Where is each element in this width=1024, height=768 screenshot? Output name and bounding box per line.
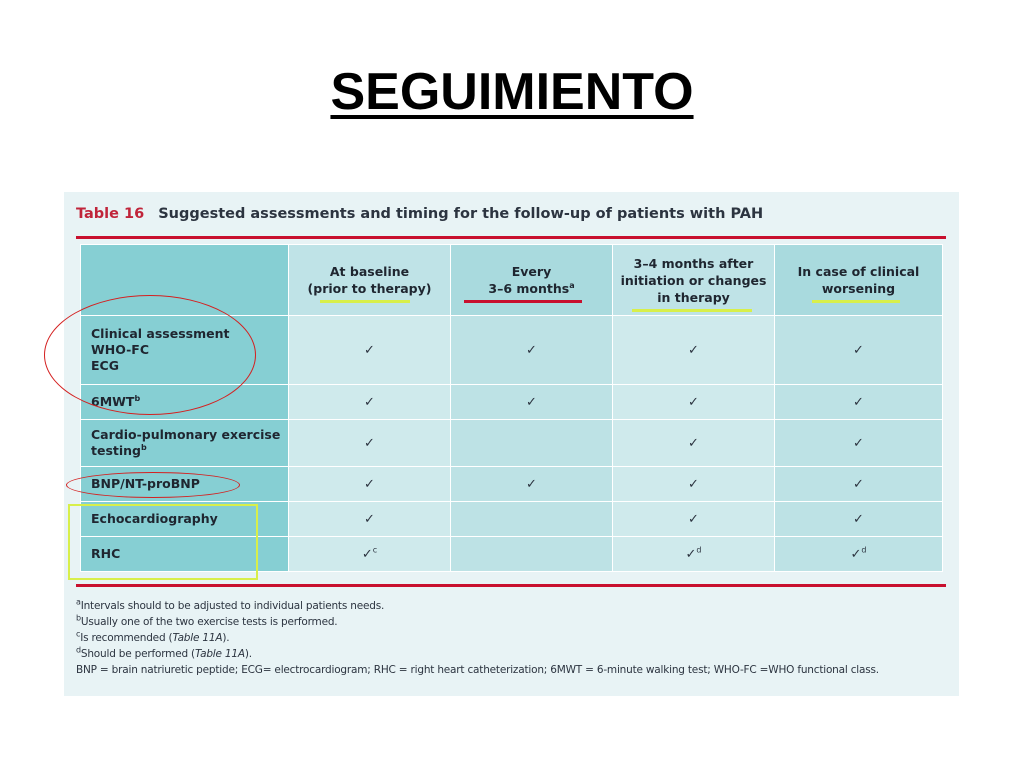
check-cell xyxy=(289,502,451,537)
row-label-cpet: Cardio-pulmonary exercise testing$^b$ xyxy=(81,420,289,467)
check-cell xyxy=(775,467,943,502)
table-caption xyxy=(76,206,763,222)
footnote: $^c$Is recommended (Table 11A). xyxy=(76,629,230,644)
check-icon: ✓ xyxy=(853,435,864,451)
check-cell xyxy=(451,537,613,572)
check-cell xyxy=(613,420,775,467)
check-cell xyxy=(289,467,451,502)
green-underline-worsening xyxy=(812,300,900,303)
check-icon: ✓ xyxy=(688,511,699,527)
check-icon: ✓ xyxy=(688,342,699,358)
red-underline-every xyxy=(464,300,582,303)
header-clinical-worsening: In case of clinical worsening xyxy=(775,245,943,316)
check-cell xyxy=(775,385,943,420)
check-icon: ✓ xyxy=(526,476,537,492)
row-label-clinical-assessment: Clinical assessment WHO-FC ECG xyxy=(81,316,289,385)
green-underline-after xyxy=(632,309,752,312)
check-cell xyxy=(451,420,613,467)
check-cell xyxy=(775,502,943,537)
green-underline-baseline xyxy=(320,300,410,303)
check-cell xyxy=(289,316,451,385)
check-icon: ✓ xyxy=(853,394,864,410)
header-after-initiation: 3–4 months after initiation or changes in therapy xyxy=(613,245,775,316)
row-label-6mwt: 6MWT$^b$ xyxy=(81,385,289,420)
check-cell: ✓$^d$ xyxy=(613,537,775,572)
check-icon: ✓ xyxy=(685,546,697,562)
header-baseline: At baseline (prior to therapy) xyxy=(289,245,451,316)
table-row xyxy=(81,420,943,467)
check-icon: ✓ xyxy=(364,394,375,410)
check-cell xyxy=(775,316,943,385)
check-cell xyxy=(775,420,943,467)
check-icon: ✓ xyxy=(526,394,537,410)
check-icon: ✓ xyxy=(688,394,699,410)
red-ellipse-clinical xyxy=(44,295,256,415)
check-icon: ✓ xyxy=(688,435,699,451)
check-cell xyxy=(613,467,775,502)
check-cell xyxy=(613,502,775,537)
row-label-bnp: BNP/NT-proBNP xyxy=(81,467,289,502)
row-label-echocardiography: Echocardiography xyxy=(81,502,289,537)
check-icon: ✓ xyxy=(853,342,864,358)
check-cell xyxy=(451,316,613,385)
footnote-abbreviations: BNP = brain natriuretic peptide; ECG= electrocardiogram; RHC = right heart catheterization; 6MWT = 6-minute walking test; WHO-FC =WHO functional class. xyxy=(76,664,879,676)
check-cell xyxy=(451,385,613,420)
header-every-3-6: Every 3–6 months$^a$ xyxy=(451,245,613,316)
row-label-rhc: RHC xyxy=(81,537,289,572)
check-cell xyxy=(613,385,775,420)
check-icon: ✓ xyxy=(853,511,864,527)
check-icon: ✓ xyxy=(361,546,373,562)
table-panel xyxy=(64,192,959,696)
footnotes xyxy=(76,598,879,678)
check-icon: ✓ xyxy=(364,342,375,358)
slide-title: SEGUIMIENTO xyxy=(330,63,694,121)
check-cell xyxy=(451,467,613,502)
check-cell xyxy=(613,316,775,385)
check-cell: ✓$^c$ xyxy=(289,537,451,572)
red-ellipse-bnp xyxy=(66,472,240,498)
check-icon: ✓ xyxy=(364,511,375,527)
footnote: $^b$Usually one of the two exercise tests is performed. xyxy=(76,613,338,628)
check-cell xyxy=(289,385,451,420)
check-icon: ✓ xyxy=(364,435,375,451)
check-icon: ✓ xyxy=(526,342,537,358)
footnote: $^d$Should be performed (Table 11A). xyxy=(76,645,252,660)
footnote: $^a$Intervals should to be adjusted to individual patients needs. xyxy=(76,597,385,612)
table-caption-text: Suggested assessments and timing for the follow-up of patients with PAH xyxy=(158,206,764,222)
check-cell: ✓$^d$ xyxy=(775,537,943,572)
check-icon: ✓ xyxy=(853,476,864,492)
table-number: Table 16 xyxy=(76,206,145,222)
check-cell xyxy=(451,502,613,537)
check-icon: ✓ xyxy=(850,546,862,562)
check-cell xyxy=(289,420,451,467)
green-box-echo-rhc xyxy=(68,504,258,580)
footer-rule xyxy=(76,584,946,587)
check-icon: ✓ xyxy=(364,476,375,492)
check-icon: ✓ xyxy=(688,476,699,492)
caption-rule xyxy=(76,236,946,239)
